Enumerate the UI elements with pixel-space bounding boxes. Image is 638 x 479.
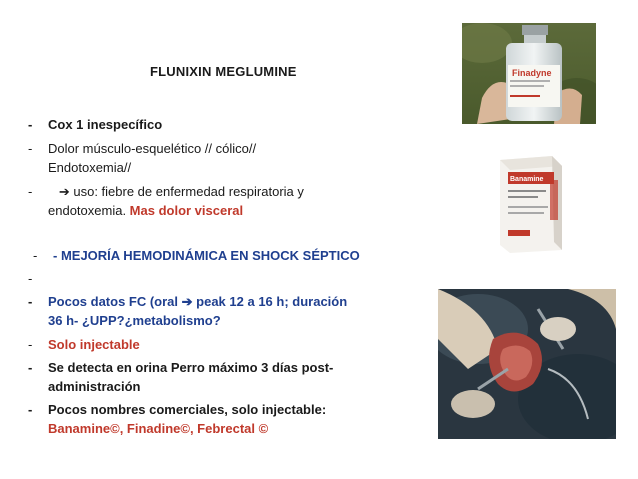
bullet-text-line1: Dolor músculo-esquelético // cólico// <box>48 141 257 156</box>
bullet-dolor: - Dolor músculo-esquelético // cólico// Endotoxemia// <box>28 139 408 177</box>
box-image <box>490 150 570 255</box>
bullet-text-line1: Se detecta en orina Perro máximo 3 días post- <box>48 360 334 375</box>
bullet-mejoria: - - MEJORÍA HEMODINÁMICA EN SHOCK SÉPTICO <box>33 246 413 265</box>
finadyne-bottle-photo <box>462 23 596 124</box>
arrow-right-icon: ➔ <box>58 184 70 199</box>
bottle-image <box>462 23 596 124</box>
bullet-text-line2: administración <box>48 379 141 394</box>
surgery-photo <box>438 289 616 439</box>
bullet-pocos-datos: - Pocos datos FC (oral ➔ peak 12 a 16 h; duración 36 h- ¿UPP?¿metabolismo? <box>28 292 408 330</box>
surgery-image <box>438 289 616 439</box>
bullet-text: Solo injectable <box>48 337 140 352</box>
bullet-text: Cox 1 inespecífico <box>48 117 163 132</box>
box-label-text: Banamine <box>510 176 544 183</box>
bullet-text-line1: Pocos datos FC (oral ➔ peak 12 a 16 h; duración <box>48 294 348 309</box>
arrow-right-icon: ➔ <box>181 294 193 309</box>
bullet-orina: - Se detecta en orina Perro máximo 3 días post- administración <box>28 358 408 396</box>
bullet-text-line1: ➔ uso: fiebre de enfermedad respiratoria y <box>58 184 304 199</box>
bullet-text-line1: Pocos nombres comerciales, solo injectable: <box>48 402 327 417</box>
bullet-text-line2: Endotoxemia// <box>48 160 132 175</box>
bullet-uso: - ➔ uso: fiebre de enfermedad respiratoria y endotoxemia. Mas dolor visceral <box>28 182 408 220</box>
bullet-text: - MEJORÍA HEMODINÁMICA EN SHOCK SÉPTICO <box>53 248 360 263</box>
banamine-box-photo <box>490 150 570 255</box>
slide-title: FLUNIXIN MEGLUMINE <box>150 64 297 79</box>
bullet-solo-injectable: - Solo injectable <box>28 335 408 354</box>
bottle-label-text: Finadyne <box>512 68 552 78</box>
highlight-red: Mas dolor visceral <box>129 203 244 218</box>
bullet-text-line2: endotoxemia. Mas dolor visceral <box>48 203 244 218</box>
bullet-comerciales: - Pocos nombres comerciales, solo injectable: Banamine©, Finadine©, Febrectal © <box>28 400 408 438</box>
bullet-text-line2: Banamine©, Finadine©, Febrectal © <box>48 421 269 436</box>
bullet-cox: - Cox 1 inespecífico <box>28 115 408 134</box>
bullet-text-line2: 36 h- ¿UPP?¿metabolismo? <box>48 313 221 328</box>
